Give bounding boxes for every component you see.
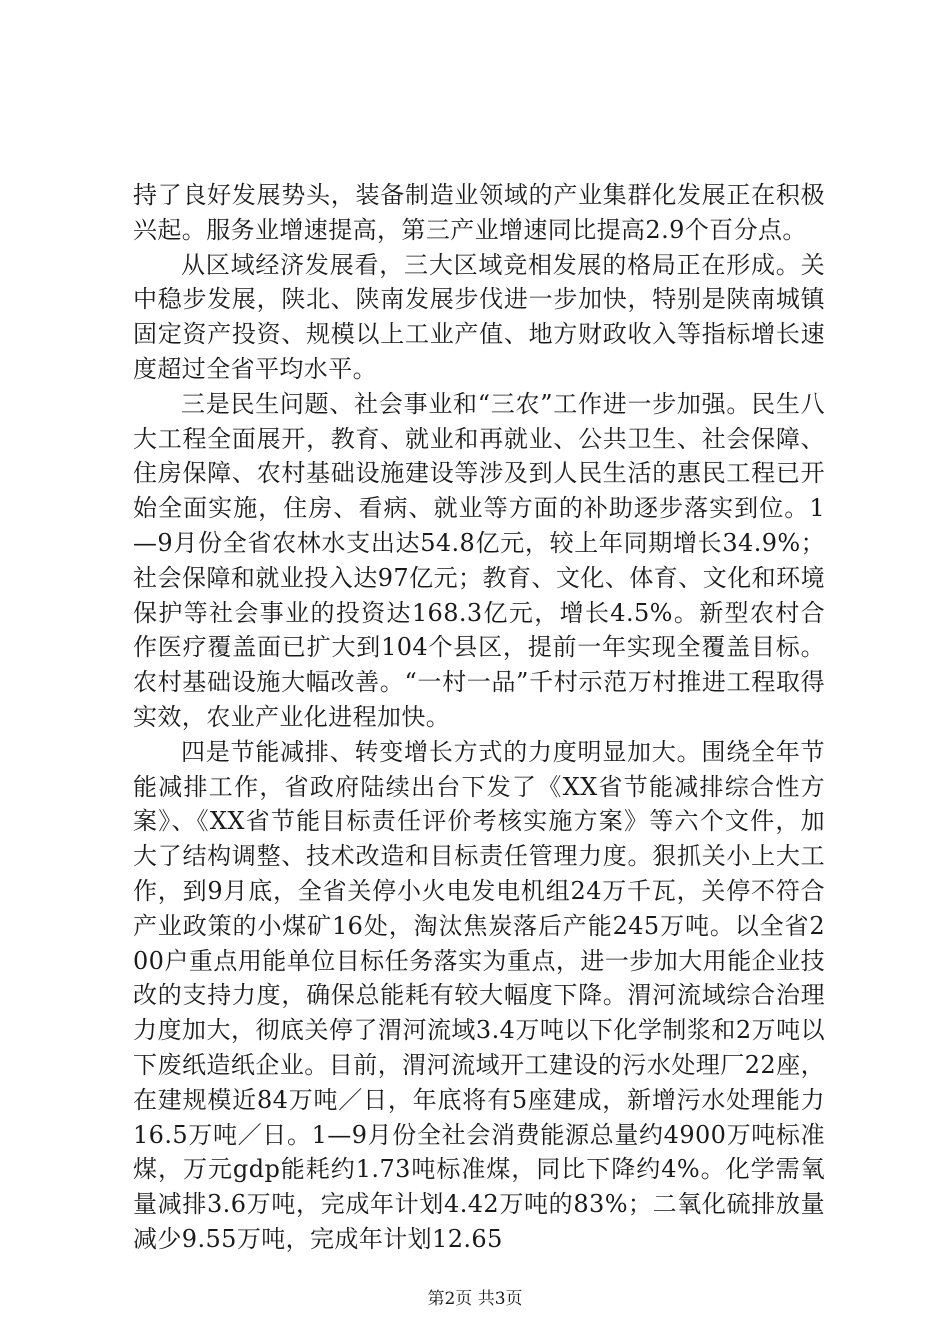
paragraph-livelihood: 三是民生问题、社会事业和“三农”工作进一步加强。民生八大工程全面展开，教育、就业和再就业、公共卫生、社会保障、住房保障、农村基础设施建设等涉及到人民生活的惠民工程已开始全面实施，住房、看病、就业等方面的补助逐步落实到位。1—9月份全省农林水支出达54.8亿元，较上年同期增长34.9%；社会保障和就业投入达97亿元；教育、文化、体育、文化和环境保护等社会事业的投资达168.3亿元，增长4.5%。新型农村合作医疗覆盖面已扩大到104个县区，提前一年实现全覆盖目标。农村基础设施大幅改善。“一村一品”千村示范万村推进工程取得实效，农业产业化进程加快。 (133, 389, 825, 731)
paragraph-regional-economy: 从区域经济发展看，三大区域竞相发展的格局正在形成。关中稳步发展，陕北、陕南发展步伐进一步加快，特别是陕南城镇固定资产投资、规模以上工业产值、地方财政收入等指标增长速度超过全省平均水平。 (133, 250, 825, 383)
paragraph-energy-saving: 四是节能减排、转变增长方式的力度明显加大。围绕全年节能减排工作，省政府陆续出台下发了《XX省节能减排综合性方案》、《XX省节能目标责任评价考核实施方案》等六个文件，加大了结构调整、技术改造和目标责任管理力度。狠抓关小上大工作，到9月底，全省关停小火电发电机组24万千瓦，关停不符合产业政策的小煤矿16处，淘汰焦炭落后产能245万吨。以全省200户重点用能单位目标任务落实为重点，进一步加大用能企业技改的支持力度，确保总能耗有较大幅度下降。渭河流域综合治理力度加大，彻底关停了渭河流域3.4万吨以下化学制浆和2万吨以下废纸造纸企业。目前，渭河流域开工建设的污水处理厂22座，在建规模近84万吨／日，年底将有5座建成，新增污水处理能力16.5万吨／日。1—9月份全社会消费能源总量约4900万吨标准煤，万元gdp能耗约1.73吨标准煤，同比下降约4%。化学需氧量减排3.6万吨，完成年计划4.42万吨的83%；二氧化硫排放量减少9.55万吨，完成年计划12.65 (133, 737, 825, 1253)
document-body (133, 178, 825, 1257)
paragraph-continuation: 持了良好发展势头，装备制造业领域的产业集群化发展正在积极兴起。服务业增速提高，第三产业增速同比提高2.9个百分点。 (133, 181, 825, 244)
page-footer: 第2页 共3页 (427, 1289, 523, 1309)
